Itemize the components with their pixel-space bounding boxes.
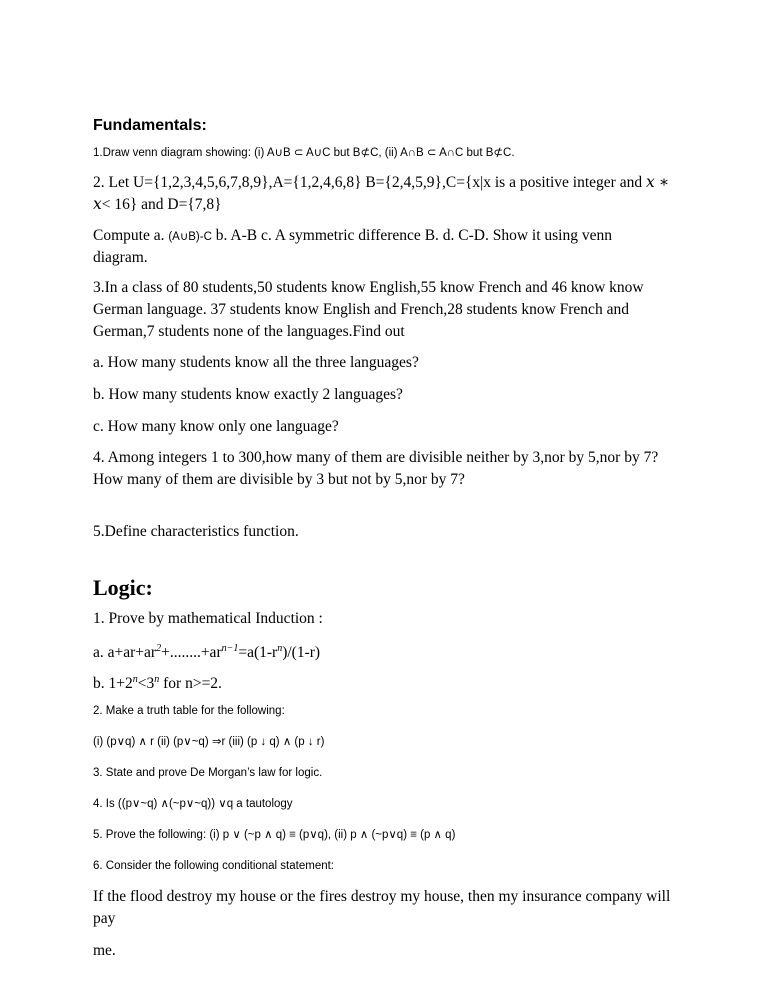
fundamentals-question-2-compute — [93, 225, 733, 247]
logic-question-1a — [93, 638, 693, 664]
fundamentals-question-5: 5.Define characteristics function. — [93, 523, 299, 540]
logic-question-1: 1. Prove by mathematical Induction : — [93, 610, 323, 627]
fundamentals-question-3b: b. How many students know exactly 2 languages? — [93, 386, 403, 403]
logic-question-5: 5. Prove the following: (i) p ∨ (~p ∧ q) ≡ (p∨q), (ii) p ∧ (~p∨q) ≡ (p ∧ q) — [93, 829, 456, 841]
q1a-exponent-3: n — [277, 643, 283, 654]
fundamentals-question-3-line-3: German,7 students none of the languages.Find out — [93, 323, 405, 340]
fundamentals-question-3a: a. How many students know all the three languages? — [93, 354, 419, 371]
q1b-exponent-1: n — [132, 674, 138, 685]
fundamentals-question-1: 1.Draw venn diagram showing: (i) A∪B ⊂ A∪C but B⊄C, (ii) A∩B ⊂ A∩C but B⊄C. — [93, 147, 515, 159]
fundamentals-heading: Fundamentals: — [93, 117, 207, 134]
compute-label: Compute a. — [93, 227, 169, 244]
fundamentals-question-3-line-1: 3.In a class of 80 students,50 students know English,55 know French and 46 know know — [93, 279, 644, 296]
logic-question-2: 2. Make a truth table for the following: — [93, 705, 285, 717]
logic-question-6: 6. Consider the following conditional statement: — [93, 860, 335, 872]
logic-question-6-statement-line-1: If the flood destroy my house or the fires destroy my house, then my insurance company will — [93, 888, 671, 905]
logic-question-4: 4. Is ((p∨~q) ∧(~p∨~q)) ∨q a tautology — [93, 798, 293, 810]
fundamentals-question-2-line-1: 2. Let U={1,2,3,4,5,6,7,8,9},A={1,2,4,6,8} B={2,4,5,9},C={x|x is a positive integer and 𝑥 ∗ — [93, 174, 670, 191]
q1b-text-2: <3 — [137, 675, 155, 693]
logic-question-3: 3. State and prove De Morgan’s law for logic. — [93, 767, 323, 779]
q1a-text-3: =a(1-r — [238, 644, 278, 662]
fundamentals-question-2-compute-line-2: diagram. — [93, 249, 148, 266]
logic-question-2-items: (i) (p∨q) ∧ r (ii) (p∨~q) ⇒r (iii) (p ↓ q) ∧ (p ↓ r) — [93, 736, 325, 748]
q1a-text-1: a. a+ar+ar — [93, 644, 157, 662]
logic-question-1b — [93, 669, 693, 695]
logic-heading: Logic: — [93, 575, 153, 600]
q1a-text-2: +........+ar — [161, 644, 222, 662]
fundamentals-question-4-line-2: How many of them are divisible by 3 but not by 5,nor by 7? — [93, 471, 465, 488]
logic-question-6-statement-line-2: pay — [93, 910, 116, 927]
compute-expression: (A∪B)-C — [168, 231, 212, 243]
logic-question-6-statement-line-3: me. — [93, 942, 116, 959]
fundamentals-question-4-line-1: 4. Among integers 1 to 300,how many of them are divisible neither by 3,nor by 5,nor by 7? — [93, 449, 659, 466]
q1a-exponent-2: n−1 — [221, 643, 239, 654]
fundamentals-question-3-line-2: German language. 37 students know English and French,28 students know French and — [93, 301, 629, 318]
fundamentals-question-3c: c. How many know only one language? — [93, 418, 339, 435]
q1a-exponent-1: 2 — [156, 643, 162, 654]
compute-rest: b. A-B c. A symmetric difference B. d. C-D. Show it using venn — [211, 227, 612, 244]
q1a-text-4: )/(1-r) — [282, 644, 321, 662]
q1b-exponent-2: n — [154, 674, 160, 685]
fundamentals-question-2-line-2: 𝑥< 16} and D={7,8} — [93, 196, 222, 213]
q1b-text-3: for n>=2. — [159, 675, 222, 693]
q1b-text-1: b. 1+2 — [93, 675, 133, 693]
